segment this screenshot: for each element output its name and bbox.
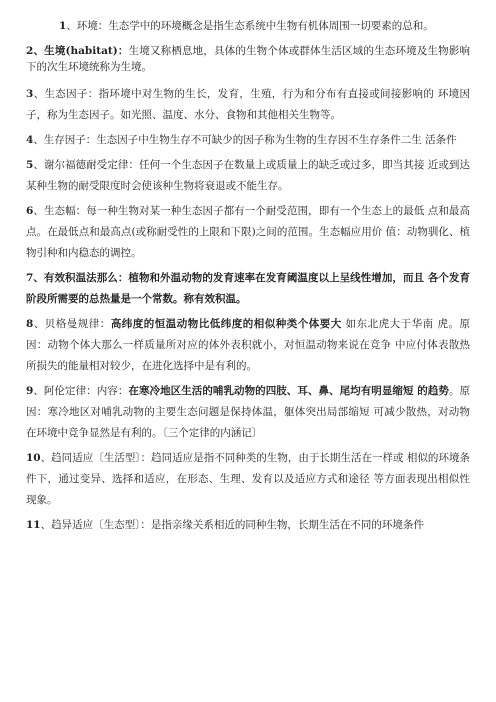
item-text: 、有效积温法那么：植物和外温动物的发育速率在发育阈温度以上呈线性增加，而且 各个发育阶段所需要的总热量是一个常数。称有效积温。	[26, 272, 470, 305]
item-lead: 、阿伦定律：内容：	[33, 385, 129, 397]
paragraph-8	[26, 314, 470, 377]
item-number: 8	[26, 318, 34, 330]
item-number: 4	[26, 134, 34, 146]
item-text: 如东北虎大于华南 虎。原因：动物个体大那么一样质量所对应的体外表积就小，对恒温动物来说在竞争 中应付体表散热所损失的能量相对较少，在进化选择中是有利的。	[26, 318, 470, 372]
item-text: 、生态因子：指环境中对生物的生长，发育，生殖，行为和分布有直接或间接影响的 环境因子，称为生态因子。如光照、温度、水分、食物和其他相关生物等。	[26, 88, 470, 121]
paragraph-5	[26, 155, 470, 197]
paragraph-3	[26, 84, 470, 126]
item-number: 10	[26, 452, 41, 464]
item-term: 、生境(habitat)：	[33, 45, 129, 57]
item-text: 、趋异适应〔生态型〕：是指亲缘关系相近的同种生物，长期生活在不同的环境条件	[40, 519, 424, 531]
item-text: 、环境：生态学中的环境概念是指生态系统中生物有机体周围一切要素的总和。	[66, 20, 434, 32]
item-number: 1	[59, 20, 67, 32]
paragraph-4	[26, 130, 470, 151]
item-text: 生境又称栖息地，具体的生物个体或群体生活区域的生态环境及生物影响下的次生环境统称为生境。	[26, 45, 470, 73]
paragraph-9	[26, 381, 470, 444]
item-number: 5	[26, 159, 34, 171]
item-number: 3	[26, 88, 34, 100]
item-bold: 在寒冷地区生活的哺乳动物的四肢、耳、鼻、尾均有明显缩短 的趋势	[128, 385, 449, 397]
item-number: 11	[26, 519, 41, 531]
item-text: 、生态幅：每一种生物对某一种生态因子都有一个耐受范围，即有一个生态上的最低 点和最高点。在最低点和最高点(或称耐受性的上限和下限)之间的范围。生态幅应用价 值：动物驯化、植物引种和内稳态的调控。	[26, 205, 470, 259]
paragraph-2	[26, 43, 470, 75]
item-text: 、趋同适应〔生活型〕：趋同适应是指不同种类的生物，由于长期生活在一样或 相似的环境条件下，通过变异、选择和适应，在形态、生理、发育以及适应方式和途径 等方面表现出相似性现象。	[26, 452, 470, 506]
item-text: 。原因：寒冷地区对哺乳动物的主要生态问题是保持体温，躯体突出局部缩短 可减少散热，对动物在环境中竞争显然是有利的。〔三个定律的内涵记〕	[26, 385, 471, 439]
paragraph-6	[26, 201, 470, 264]
paragraph-1	[26, 16, 470, 37]
item-number: 6	[26, 205, 34, 217]
item-number: 7	[26, 272, 34, 284]
item-text: 、谢尔福德耐受定律：任何一个生态因子在数量上或质量上的缺乏或过多，即当其接 近或到达某种生物的耐受限度时会使该种生物将衰退或不能生存。	[26, 159, 470, 192]
paragraph-11	[26, 515, 470, 536]
item-lead: 、贝格曼规律：	[33, 318, 111, 330]
item-number: 2	[26, 45, 34, 57]
item-number: 9	[26, 385, 34, 397]
item-text: 、生存因子：生态因子中生物生存不可缺少的因子称为生物的生存因不生存条件二生 活条件	[33, 134, 457, 146]
item-bold: 高纬度的恒温动物比低纬度的相似种类个体要大	[110, 318, 342, 330]
paragraph-10	[26, 448, 470, 511]
paragraph-7	[26, 268, 470, 310]
